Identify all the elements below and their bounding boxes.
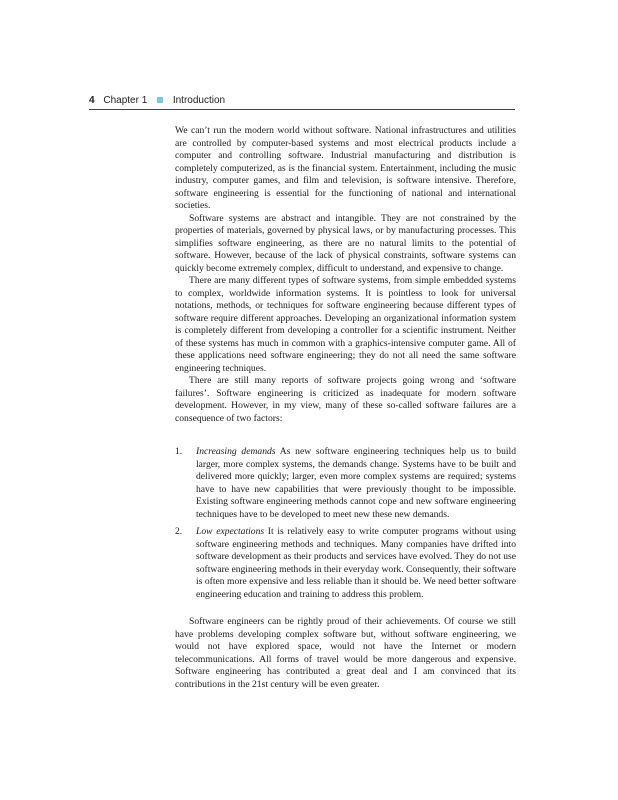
paragraph: There are many different types of software systems, from simple embedded systems to complex, worldwide information systems. It is pointless to look for universal notations, methods, or techniques for software engineering because different types of software require different approaches. Developing an organizational information system is completely different from developing a controller for a scientific instrument. Neither of these systems has much in common with a graphics-intensive computer game. All of these applications need software engineering; they do not all need the same software engineering techniques. xyxy=(175,275,516,374)
list-item xyxy=(175,446,516,521)
list-item xyxy=(175,526,516,601)
chapter-label: Chapter 1 xyxy=(103,95,148,106)
list-term: Increasing demands xyxy=(196,446,276,457)
page-number: 4 xyxy=(89,95,95,106)
square-icon xyxy=(157,97,163,103)
section-title: Introduction xyxy=(172,95,226,106)
paragraph: We can’t run the modern world without software. National infrastructures and utilities are controlled by computer-based systems and most electrical products include a computer and controlling software. Industrial manufacturing and distribution is completely computerized, as is the financial system. Entertainment, including the music industry, computer games, and film and television, is software intensive. Therefore, software engineering is essential for the functioning of national and international societies. xyxy=(175,125,516,211)
list-term: Low expectations xyxy=(196,526,265,537)
list-number: 1. xyxy=(175,446,183,457)
paragraph: There are still many reports of software projects going wrong and ‘software failures’. Software engineering is criticized as inadequate for modern software development. However, in my view, many of these so-called software failures are a consequence of two factors: xyxy=(175,375,516,424)
paragraph: Software systems are abstract and intangible. They are not constrained by the properties of materials, governed by physical laws, or by manufacturing processes. This simplifies software engineering, as there are no natural limits to the potential of software. However, because of the lack of physical constraints, software systems can quickly become extremely complex, difficult to understand, and expensive to change. xyxy=(175,212,516,274)
closing-paragraph: Software engineers can be rightly proud of their achievements. Of course we still have problems developing complex software but, without software engineering, we would not have explored space, would not have the Internet or modern telecommunications. All forms of travel would be more dangerous and expensive. Software engineering has contributed a great deal and I am convinced that its contributions in the 21st century will be even greater. xyxy=(175,616,516,690)
factor-list xyxy=(175,446,516,601)
list-number: 2. xyxy=(175,526,183,537)
list-text: As new software engineering techniques help us to build larger, more complex systems, the demands change. Systems have to be built and delivered more quickly; larger, even more complex systems are required; systems have to have new capabilities that were previously thought to be impossible. Existing software engineering methods cannot cope and new software engineering techniques have to be developed to meet new these new demands. xyxy=(196,446,516,520)
running-head xyxy=(89,92,515,110)
body-text xyxy=(175,125,516,691)
list-text: It is relatively easy to write computer programs without using software engineering methods and techniques. Many companies have drifted into software development as their products and services have evolved. They do not use software engineering methods in their everyday work. Consequently, their software is often more expensive and less reliable than it should be. We need better software engineering education and training to address this problem. xyxy=(196,526,516,600)
